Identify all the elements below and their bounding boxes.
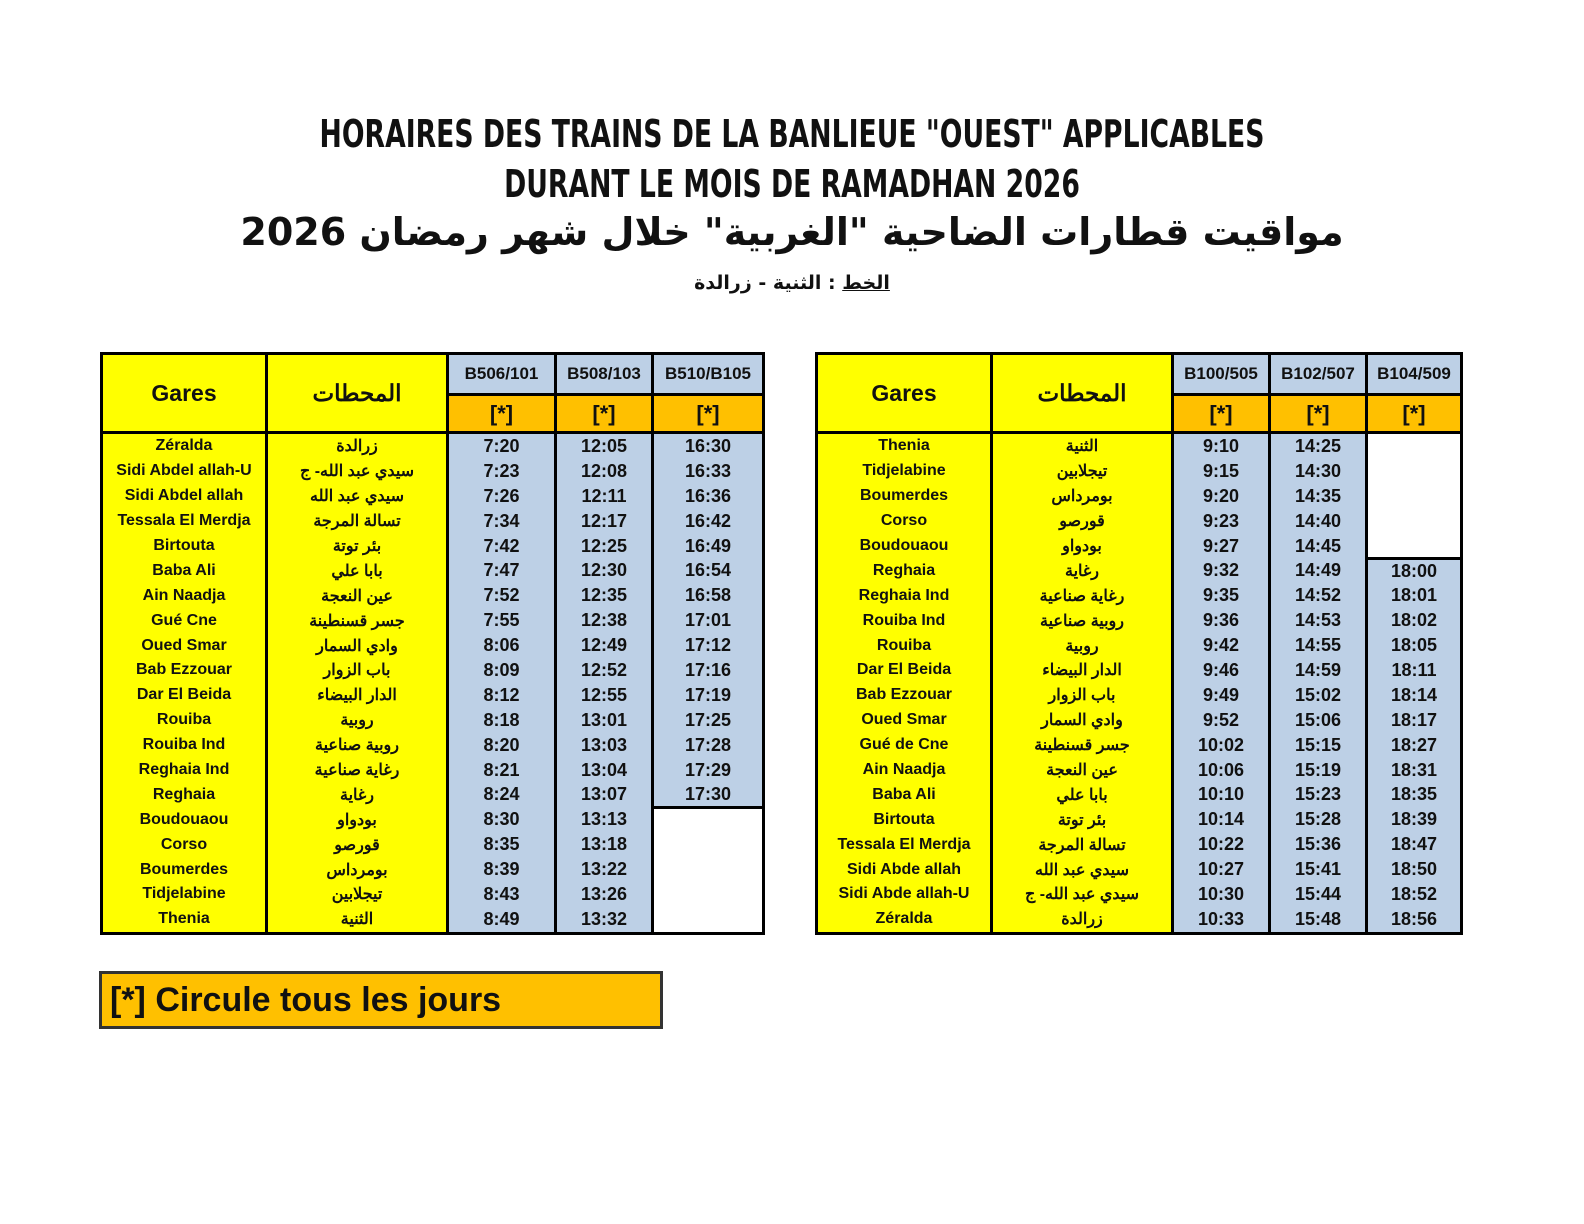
title-arabic: مواقيت قطارات الضاحية "الغربية" خلال شهر رمضان 2026 xyxy=(240,210,1344,254)
empty-cell xyxy=(1367,509,1462,534)
station-name-fr: Corso xyxy=(102,832,267,857)
table-row xyxy=(102,558,764,583)
departure-time: 7:26 xyxy=(448,484,556,509)
departure-time: 15:28 xyxy=(1270,807,1367,832)
line-separator: : xyxy=(821,272,843,294)
departure-time: 10:10 xyxy=(1173,782,1270,807)
station-name-fr: Bab Ezzouar xyxy=(817,683,992,708)
table-row xyxy=(817,907,1462,933)
departure-time: 8:12 xyxy=(448,683,556,708)
departure-time: 18:56 xyxy=(1367,907,1462,933)
table-row xyxy=(102,658,764,683)
empty-cell xyxy=(1367,534,1462,559)
station-name-ar: باب الزوار xyxy=(267,658,448,683)
daily-mark: [*] xyxy=(1173,395,1270,433)
line-label: الخط xyxy=(842,272,890,294)
departure-time: 9:46 xyxy=(1173,658,1270,683)
departure-time: 15:44 xyxy=(1270,882,1367,907)
departure-time: 10:02 xyxy=(1173,733,1270,758)
departure-time: 12:55 xyxy=(556,683,653,708)
departure-time: 17:28 xyxy=(653,733,764,758)
table-row xyxy=(817,558,1462,583)
header-train: B100/505 xyxy=(1173,354,1270,395)
station-name-ar: قورصو xyxy=(992,509,1173,534)
departure-time: 10:22 xyxy=(1173,832,1270,857)
table-row xyxy=(817,534,1462,559)
departure-time: 15:48 xyxy=(1270,907,1367,933)
station-name-ar: بودواو xyxy=(992,534,1173,559)
station-name-ar: رغاية xyxy=(267,782,448,807)
departure-time: 8:39 xyxy=(448,857,556,882)
departure-time: 13:32 xyxy=(556,907,653,933)
departure-time: 7:55 xyxy=(448,608,556,633)
departure-time: 9:32 xyxy=(1173,558,1270,583)
station-name-ar: بابا علي xyxy=(267,558,448,583)
table-row xyxy=(102,509,764,534)
header-train: B506/101 xyxy=(448,354,556,395)
departure-time: 12:49 xyxy=(556,633,653,658)
station-name-ar: الثنية xyxy=(267,907,448,933)
station-name-fr: Oued Smar xyxy=(817,708,992,733)
station-name-fr: Tessala El Merdja xyxy=(102,509,267,534)
title-line-1: HORAIRES DES TRAINS DE LA BANLIEUE "OUEST" APPLICABLES xyxy=(319,112,1265,156)
departure-time: 13:07 xyxy=(556,782,653,807)
departure-time: 10:14 xyxy=(1173,807,1270,832)
header-gares: Gares xyxy=(102,354,267,433)
departure-time: 13:22 xyxy=(556,857,653,882)
empty-cell xyxy=(653,907,764,933)
departure-time: 13:04 xyxy=(556,758,653,783)
departure-time: 9:49 xyxy=(1173,683,1270,708)
table-row xyxy=(817,708,1462,733)
station-name-ar: جسر قسنطينة xyxy=(267,608,448,633)
departure-time: 8:21 xyxy=(448,758,556,783)
line-value: الثنية - زرالدة xyxy=(694,272,822,294)
departure-time: 18:47 xyxy=(1367,832,1462,857)
station-name-ar: قورصو xyxy=(267,832,448,857)
station-name-fr: Birtouta xyxy=(102,534,267,559)
departure-time: 8:09 xyxy=(448,658,556,683)
station-name-fr: Bab Ezzouar xyxy=(102,658,267,683)
table-row xyxy=(102,534,764,559)
departure-time: 8:35 xyxy=(448,832,556,857)
station-name-fr: Dar El Beida xyxy=(817,658,992,683)
departure-time: 18:52 xyxy=(1367,882,1462,907)
departure-time: 18:02 xyxy=(1367,608,1462,633)
departure-time: 14:30 xyxy=(1270,459,1367,484)
departure-time: 18:39 xyxy=(1367,807,1462,832)
station-name-ar: روبية صناعية xyxy=(992,608,1173,633)
station-name-fr: Boudouaou xyxy=(817,534,992,559)
table-row xyxy=(102,907,764,933)
header-train: B102/507 xyxy=(1270,354,1367,395)
table-row xyxy=(817,733,1462,758)
table-row xyxy=(102,782,764,807)
line-subtitle xyxy=(0,272,1584,294)
departure-time: 7:52 xyxy=(448,583,556,608)
table-row xyxy=(102,683,764,708)
departure-time: 18:50 xyxy=(1367,857,1462,882)
departure-time: 9:36 xyxy=(1173,608,1270,633)
station-name-fr: Rouiba xyxy=(102,708,267,733)
station-name-ar: تيجلابين xyxy=(267,882,448,907)
departure-time: 12:08 xyxy=(556,459,653,484)
table-row xyxy=(817,832,1462,857)
station-name-fr: Corso xyxy=(817,509,992,534)
departure-time: 16:36 xyxy=(653,484,764,509)
departure-time: 16:42 xyxy=(653,509,764,534)
departure-time: 16:54 xyxy=(653,558,764,583)
header-stations-arabic: المحطات xyxy=(992,354,1173,433)
departure-time: 9:23 xyxy=(1173,509,1270,534)
daily-mark: [*] xyxy=(1270,395,1367,433)
station-name-fr: Rouiba Ind xyxy=(102,733,267,758)
departure-time: 15:41 xyxy=(1270,857,1367,882)
station-name-ar: رغاية xyxy=(992,558,1173,583)
departure-time: 18:31 xyxy=(1367,758,1462,783)
departure-time: 7:23 xyxy=(448,459,556,484)
table-row xyxy=(102,583,764,608)
station-name-fr: Oued Smar xyxy=(102,633,267,658)
departure-time: 8:18 xyxy=(448,708,556,733)
station-name-fr: Gué Cne xyxy=(102,608,267,633)
station-name-ar: بابا علي xyxy=(992,782,1173,807)
table-row xyxy=(102,608,764,633)
departure-time: 10:06 xyxy=(1173,758,1270,783)
departure-time: 9:42 xyxy=(1173,633,1270,658)
departure-time: 15:02 xyxy=(1270,683,1367,708)
header-train: B510/B105 xyxy=(653,354,764,395)
empty-cell xyxy=(1367,433,1462,459)
departure-time: 17:25 xyxy=(653,708,764,733)
departure-time: 8:06 xyxy=(448,633,556,658)
departure-time: 16:30 xyxy=(653,433,764,459)
departure-time: 16:49 xyxy=(653,534,764,559)
timetable-left xyxy=(100,352,765,935)
departure-time: 15:36 xyxy=(1270,832,1367,857)
station-name-ar: الثنية xyxy=(992,433,1173,459)
departure-time: 9:35 xyxy=(1173,583,1270,608)
station-name-ar: سيدي عبد الله- ج xyxy=(992,882,1173,907)
departure-time: 17:29 xyxy=(653,758,764,783)
station-name-fr: Boumerdes xyxy=(817,484,992,509)
station-name-fr: Rouiba Ind xyxy=(817,608,992,633)
departure-time: 12:52 xyxy=(556,658,653,683)
table-row xyxy=(102,459,764,484)
departure-time: 12:30 xyxy=(556,558,653,583)
station-name-fr: Zéralda xyxy=(102,433,267,459)
header-stations-arabic: المحطات xyxy=(267,354,448,433)
departure-time: 7:42 xyxy=(448,534,556,559)
station-name-ar: سيدي عبد الله- ج xyxy=(267,459,448,484)
station-name-fr: Dar El Beida xyxy=(102,683,267,708)
departure-time: 13:26 xyxy=(556,882,653,907)
station-name-fr: Ain Naadja xyxy=(102,583,267,608)
departure-time: 13:13 xyxy=(556,807,653,832)
header-train: B508/103 xyxy=(556,354,653,395)
departure-time: 16:58 xyxy=(653,583,764,608)
station-name-ar: روبية xyxy=(992,633,1173,658)
station-name-fr: Reghaia Ind xyxy=(817,583,992,608)
station-name-ar: وادي السمار xyxy=(992,708,1173,733)
table-row xyxy=(102,882,764,907)
table-row xyxy=(102,807,764,832)
departure-time: 18:35 xyxy=(1367,782,1462,807)
table-row xyxy=(102,733,764,758)
departure-time: 12:05 xyxy=(556,433,653,459)
departure-time: 18:27 xyxy=(1367,733,1462,758)
table-row xyxy=(817,509,1462,534)
station-name-ar: وادي السمار xyxy=(267,633,448,658)
departure-time: 12:17 xyxy=(556,509,653,534)
empty-cell xyxy=(653,832,764,857)
station-name-fr: Reghaia xyxy=(102,782,267,807)
table-row xyxy=(817,608,1462,633)
legend-daily: [*] Circule tous les jours xyxy=(99,971,663,1029)
table-row xyxy=(102,832,764,857)
departure-time: 15:06 xyxy=(1270,708,1367,733)
departure-time: 15:19 xyxy=(1270,758,1367,783)
station-name-fr: Boudouaou xyxy=(102,807,267,832)
departure-time: 14:59 xyxy=(1270,658,1367,683)
departure-time: 13:18 xyxy=(556,832,653,857)
station-name-ar: بئر توتة xyxy=(267,534,448,559)
station-name-ar: عين النعجة xyxy=(267,583,448,608)
empty-cell xyxy=(653,857,764,882)
departure-time: 17:12 xyxy=(653,633,764,658)
table-row xyxy=(102,433,764,459)
station-name-fr: Ain Naadja xyxy=(817,758,992,783)
table-row xyxy=(817,484,1462,509)
departure-time: 18:11 xyxy=(1367,658,1462,683)
table-row xyxy=(817,758,1462,783)
departure-time: 14:25 xyxy=(1270,433,1367,459)
table-row xyxy=(102,633,764,658)
departure-time: 9:27 xyxy=(1173,534,1270,559)
station-name-fr: Boumerdes xyxy=(102,857,267,882)
station-name-ar: زرالدة xyxy=(992,907,1173,933)
station-name-ar: بودواو xyxy=(267,807,448,832)
departure-time: 14:45 xyxy=(1270,534,1367,559)
station-name-fr: Baba Ali xyxy=(817,782,992,807)
station-name-ar: تسالة المرجة xyxy=(267,509,448,534)
departure-time: 8:24 xyxy=(448,782,556,807)
empty-cell xyxy=(1367,459,1462,484)
departure-time: 13:01 xyxy=(556,708,653,733)
table-row xyxy=(102,484,764,509)
departure-time: 8:30 xyxy=(448,807,556,832)
departure-time: 17:30 xyxy=(653,782,764,807)
title-line-2: DURANT LE MOIS DE RAMADHAN 2026 xyxy=(504,162,1080,206)
daily-mark: [*] xyxy=(1367,395,1462,433)
table-row xyxy=(817,882,1462,907)
departure-time: 7:20 xyxy=(448,433,556,459)
departure-time: 8:20 xyxy=(448,733,556,758)
departure-time: 12:11 xyxy=(556,484,653,509)
station-name-ar: عين النعجة xyxy=(992,758,1173,783)
table-row xyxy=(817,583,1462,608)
station-name-ar: بومرداس xyxy=(992,484,1173,509)
table-row xyxy=(102,857,764,882)
table-row xyxy=(817,459,1462,484)
departure-time: 7:47 xyxy=(448,558,556,583)
departure-time: 17:01 xyxy=(653,608,764,633)
table-row xyxy=(817,782,1462,807)
station-name-ar: بومرداس xyxy=(267,857,448,882)
station-name-fr: Tidjelabine xyxy=(817,459,992,484)
departure-time: 10:30 xyxy=(1173,882,1270,907)
table-row xyxy=(817,683,1462,708)
station-name-ar: الدار البيضاء xyxy=(992,658,1173,683)
empty-cell xyxy=(653,882,764,907)
departure-time: 8:49 xyxy=(448,907,556,933)
station-name-ar: رغاية صناعية xyxy=(992,583,1173,608)
timetable-right xyxy=(815,352,1463,935)
departure-time: 7:34 xyxy=(448,509,556,534)
station-name-fr: Reghaia Ind xyxy=(102,758,267,783)
departure-time: 14:52 xyxy=(1270,583,1367,608)
departure-time: 14:49 xyxy=(1270,558,1367,583)
station-name-fr: Gué de Cne xyxy=(817,733,992,758)
departure-time: 14:53 xyxy=(1270,608,1367,633)
station-name-ar: روبية صناعية xyxy=(267,733,448,758)
station-name-ar: سيدي عبد الله xyxy=(267,484,448,509)
station-name-ar: بئر توتة xyxy=(992,807,1173,832)
departure-time: 18:14 xyxy=(1367,683,1462,708)
station-name-fr: Birtouta xyxy=(817,807,992,832)
daily-mark: [*] xyxy=(556,395,653,433)
departure-time: 14:35 xyxy=(1270,484,1367,509)
station-name-fr: Sidi Abde allah-U xyxy=(817,882,992,907)
departure-time: 10:33 xyxy=(1173,907,1270,933)
station-name-fr: Sidi Abdel allah xyxy=(102,484,267,509)
departure-time: 10:27 xyxy=(1173,857,1270,882)
daily-mark: [*] xyxy=(448,395,556,433)
departure-time: 18:17 xyxy=(1367,708,1462,733)
station-name-ar: تيجلابين xyxy=(992,459,1173,484)
station-name-fr: Sidi Abde allah xyxy=(817,857,992,882)
departure-time: 9:15 xyxy=(1173,459,1270,484)
station-name-fr: Baba Ali xyxy=(102,558,267,583)
station-name-fr: Tidjelabine xyxy=(102,882,267,907)
departure-time: 8:43 xyxy=(448,882,556,907)
header-train: B104/509 xyxy=(1367,354,1462,395)
station-name-ar: تسالة المرجة xyxy=(992,832,1173,857)
departure-time: 14:40 xyxy=(1270,509,1367,534)
table-row xyxy=(817,807,1462,832)
daily-mark: [*] xyxy=(653,395,764,433)
station-name-ar: سيدي عبد الله xyxy=(992,857,1173,882)
table-row xyxy=(817,633,1462,658)
departure-time: 15:15 xyxy=(1270,733,1367,758)
table-row xyxy=(102,708,764,733)
departure-time: 17:16 xyxy=(653,658,764,683)
departure-time: 15:23 xyxy=(1270,782,1367,807)
station-name-ar: رغاية صناعية xyxy=(267,758,448,783)
station-name-fr: Tessala El Merdja xyxy=(817,832,992,857)
departure-time: 16:33 xyxy=(653,459,764,484)
departure-time: 9:52 xyxy=(1173,708,1270,733)
station-name-fr: Zéralda xyxy=(817,907,992,933)
empty-cell xyxy=(1367,484,1462,509)
station-name-fr: Thenia xyxy=(817,433,992,459)
departure-time: 12:25 xyxy=(556,534,653,559)
table-row xyxy=(102,758,764,783)
station-name-ar: الدار البيضاء xyxy=(267,683,448,708)
station-name-fr: Sidi Abdel allah-U xyxy=(102,459,267,484)
station-name-fr: Reghaia xyxy=(817,558,992,583)
departure-time: 18:00 xyxy=(1367,558,1462,583)
departure-time: 17:19 xyxy=(653,683,764,708)
table-row xyxy=(817,857,1462,882)
header-gares: Gares xyxy=(817,354,992,433)
station-name-ar: باب الزوار xyxy=(992,683,1173,708)
table-row xyxy=(817,658,1462,683)
departure-time: 18:05 xyxy=(1367,633,1462,658)
station-name-ar: جسر قسنطينة xyxy=(992,733,1173,758)
station-name-ar: زرالدة xyxy=(267,433,448,459)
departure-time: 14:55 xyxy=(1270,633,1367,658)
station-name-fr: Rouiba xyxy=(817,633,992,658)
station-name-ar: روبية xyxy=(267,708,448,733)
departure-time: 12:35 xyxy=(556,583,653,608)
station-name-fr: Thenia xyxy=(102,907,267,933)
departure-time: 9:10 xyxy=(1173,433,1270,459)
departure-time: 12:38 xyxy=(556,608,653,633)
empty-cell xyxy=(653,807,764,832)
departure-time: 13:03 xyxy=(556,733,653,758)
table-row xyxy=(817,433,1462,459)
departure-time: 18:01 xyxy=(1367,583,1462,608)
departure-time: 9:20 xyxy=(1173,484,1270,509)
